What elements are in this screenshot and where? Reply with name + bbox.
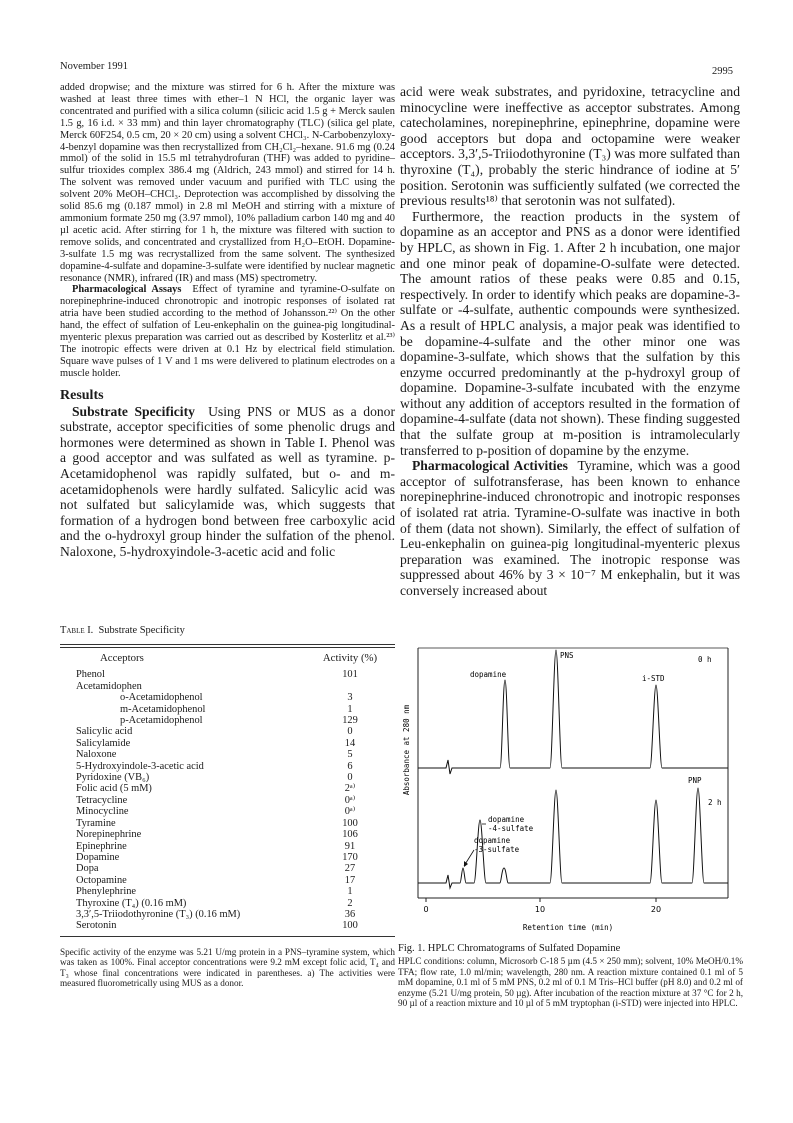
label-pnp: PNP xyxy=(688,776,702,785)
pharmacological-activities-text: Tyramine, which was a good acceptor of sulfotransferase, has been known to enhance norepinephrine-induced chronotropic and inotropic responses of isolated rat atria. Tyramine-O-sulfate was inactive in both of them (data not shown). Similarly, the effect of sulfation of Leu-enkephalin on guinea-pig longitudinal-myenteric plexus preparation was examined. The inotropic response was suppressed about 46% by 3 × 10⁻⁷ M enkephalin, but it was conversely increased about xyxy=(400,458,741,598)
label-dopamine-4-sulfate xyxy=(488,815,534,833)
table-row xyxy=(60,920,395,931)
table-row xyxy=(60,795,395,806)
activity-value-cell: 5 xyxy=(347,749,353,761)
substrate-specificity-heading: Substrate Specificity xyxy=(72,403,195,419)
acceptor-name-cell: Phenylephrine xyxy=(76,886,137,898)
activity-value-cell: 129 xyxy=(342,715,358,727)
x-tick-label-10: 10 xyxy=(534,905,546,914)
acceptor-name-cell: o-Acetamidophenol xyxy=(120,692,203,704)
figure-caption xyxy=(398,943,743,1008)
table-row xyxy=(60,692,395,703)
table-header-row xyxy=(60,648,395,669)
label-d4s-line2: -4-sulfate xyxy=(488,824,534,833)
activity-value-cell xyxy=(305,681,395,692)
results-heading: Results xyxy=(60,387,104,403)
acceptor-name-cell: Phenol xyxy=(76,669,105,681)
left-column xyxy=(60,82,395,560)
activity-value-cell: 27 xyxy=(344,863,356,875)
activity-value-cell: 6 xyxy=(347,760,353,772)
table-body xyxy=(60,669,395,931)
activity-value-cell: 0ᵃ⁾ xyxy=(344,794,356,806)
table-row xyxy=(60,749,395,760)
activity-value-cell: 1 xyxy=(347,886,353,898)
activity-value-cell: 106 xyxy=(342,829,358,841)
label-0h: 0 h xyxy=(698,655,712,664)
pharmacological-activities-paragraph xyxy=(400,458,740,598)
label-dopamine: dopamine xyxy=(470,670,507,679)
page-number: 2995 xyxy=(712,66,733,77)
table-row xyxy=(60,738,395,749)
activity-value-cell: 14 xyxy=(344,737,356,749)
table-row xyxy=(60,909,395,920)
right-column xyxy=(400,84,740,599)
acceptor-name-cell: p-Acetamidophenol xyxy=(120,715,203,727)
acceptor-name-cell: Dopamine xyxy=(76,851,120,863)
table-row xyxy=(60,783,395,794)
acceptor-name-cell: Norepinephrine xyxy=(76,829,142,841)
figure-caption-title: Fig. 1. HPLC Chromatograms of Sulfated Dopamine xyxy=(398,943,621,954)
table-row xyxy=(60,681,395,692)
table-row xyxy=(60,818,395,829)
trace-0h xyxy=(418,650,728,774)
table-row xyxy=(60,829,395,840)
activity-value-cell: 101 xyxy=(342,669,358,681)
substrate-specificity-text: Using PNS or MUS as a donor substrate, acceptor specificities of some phenolic drugs and hormones were determined as shown in Table I. Phenol was a good acceptor and was sulfated as well as tyramine. p-Acetamidophenol was rapidly sulfated, but o- and m-acetamidophenols were hardly sulfated. Salicylic acid was not sulfated but salicylamide was, which suggests that formation of a hydrogen bond between free carboxylic acid and the o-hydroxyl group hinder the sulfation of the phenol. Naloxone, 5-hydroxyindole-3-acetic acid and folic xyxy=(60,403,395,559)
acceptor-name-cell: Epinephrine xyxy=(76,840,127,852)
table-row xyxy=(60,715,395,726)
pharmacological-activities-heading: Pharmacological Activities xyxy=(412,458,568,474)
table-title-text: Substrate Specificity xyxy=(98,625,185,636)
label-d4s-line1: dopamine xyxy=(488,815,525,824)
activity-value-cell: 100 xyxy=(342,920,358,932)
label-pns: PNS xyxy=(560,651,574,660)
activity-value-cell: 0 xyxy=(347,772,353,784)
table-row xyxy=(60,806,395,817)
table-row xyxy=(60,852,395,863)
substrate-specificity-paragraph xyxy=(60,404,395,560)
acceptor-name-cell: 3,3′,5-Triiodothyronine (T₃) (0.16 mM) xyxy=(76,908,241,920)
table-row xyxy=(60,886,395,897)
activity-value-cell: 0ᵃ⁾ xyxy=(344,806,356,818)
table-row xyxy=(60,841,395,852)
table-title xyxy=(60,625,395,636)
acceptor-name-cell: Serotonin xyxy=(76,920,117,932)
table-label: Table I. xyxy=(60,625,94,636)
y-axis-label: Absorbance at 280 nm xyxy=(402,704,411,796)
methods-paragraph: added dropwise; and the mixture was stirred for 6 h. After the mixture was washed at least three times with ether–1 N HCl, the organic layer was concentrated and purified with a silica column (silicic acid 1.5 g + Merck saulen 1.5 g, 16 i.d. × 33 mm) and thin layer chromatography (TLC) (silica gel plate, Merck 60F254, 0.5 cm, 20 × 20 cm) using a solvent CHCl₃. N-Carbobenzyloxy-4-benzyl dopamine was then recrystallized from CH₂Cl₂–hexane. 91.6 mg (0.24 mmol) of the solid in 15.5 ml tetrahydrofuran (THF) was added to pyridine–sulfur trioxides complex 386.4 mg (Aldrich, 243 mmol) and stirred for 14 h. The solvent was removed under vacuum and purified with TLC using the solvent 20% MeOH–CHCl₃. Deprotection was accomplished by dissolving the solid 85.6 mg (0.187 mmol) in 2.8 ml MeOH and stirring with a mixture of ammonium formate 250 mg (3.97 mmol), 10% palladium carbon 140 mg and 40 µl acetic acid. After stirring for 1 h, the mixture was filtered with suction to remove solids, and concentrated and crystallized from H₂O–EtOH. Dopamine-3-sulfate 1.5 mg was recrystallized from the same solvent. The synthesized dopamine-4-sulfate and dopamine-3-sulfate were identified by nuclear magnetic resonance (NMR), infrared (IR) and mass (MS) spectrometry. xyxy=(60,82,395,284)
acceptor-name-cell: m-Acetamidophenol xyxy=(120,703,206,715)
substrate-table xyxy=(60,648,395,932)
acceptor-name-cell: Acetamidophen xyxy=(76,680,142,692)
col-header-acceptors: Acceptors xyxy=(100,652,144,664)
acceptor-name-cell: Minocycline xyxy=(76,806,129,818)
activity-value-cell: 100 xyxy=(342,817,358,829)
table-row xyxy=(60,875,395,886)
x-tick-label-0: 0 xyxy=(423,905,429,914)
table-row xyxy=(60,761,395,772)
trace-2h xyxy=(418,788,728,888)
activity-value-cell: 1 xyxy=(347,703,353,715)
acceptor-name-cell: Tyramine xyxy=(76,817,116,829)
acceptor-name-cell: Salicylamide xyxy=(76,737,131,749)
activity-value-cell: 0 xyxy=(347,726,353,738)
arrowhead-d3s xyxy=(464,861,468,867)
right-paragraph-1: acid were weak substrates, and pyridoxine, tetracycline and minocycline were ineffective as acceptor substrates. Among catecholamines, norepinephrine, epinephrine, dopamine were good acceptors but dopa and octopamine were weaker acceptors. 3,3′,5-Triiodothyronine (T₃) was more sulfated than thyroxine (T₄), probably the steric hindrance of iodine at 5′ position. Serotonin was sufficiently sulfated (we corrected the previous results¹⁸⁾ that serotonin was not sulfated). xyxy=(400,84,740,209)
table-row xyxy=(60,898,395,909)
acceptor-name-cell: Folic acid (5 mM) xyxy=(76,783,152,795)
x-tick-label-20: 20 xyxy=(650,905,662,914)
label-d3s-line2: -3-sulfate xyxy=(474,845,520,854)
acceptor-name-cell: 5-Hydroxyindole-3-acetic acid xyxy=(76,760,204,772)
table-bottom-rule xyxy=(60,936,395,937)
table-substrate-specificity xyxy=(60,625,395,988)
table-row xyxy=(60,772,395,783)
pharmacological-assays-paragraph xyxy=(60,284,395,379)
right-paragraph-2: Furthermore, the reaction products in the system of dopamine as an acceptor and PNS as a donor were identified by HPLC, as shown in Fig. 1. After 2 h incubation, one major and one minor peak of dopamine-O-sulfate were detected. The amount ratios of these peaks were 0.85 and 0.15, respectively. In order to identify which peaks are dopamine-3-sulfate or -4-sulfate, authentic compounds were synthesized. As a result of HPLC analysis, a major peak was identified to be dopamine-4-sulfate and the other minor one was dopamine-3-sulfate, which shows that the sulfation by this enzyme occurred predominantly at the p-hydroxyl group of dopamine. Dopamine-3-sulfate incubated with the enzyme without any addition of acceptors resulted in the formation of dopamine-4-sulfate (data not shown). These finding suggested that the sulfate group at m-position is intramolecularly transferred to p-position of dopamine by the enzyme. xyxy=(400,208,740,458)
figure-caption-body: HPLC conditions: column, Microsorb C-18 5 µm (4.5 × 250 mm); solvent, 10% MeOH/0.1% TFA; flow rate, 1.0 ml/min; wavelength, 280 nm. A reaction mixture contained 0.1 ml of 5 mM dopamine, 0.1 ml of 5 mM PNS, 0.2 ml of 0.1 M Tris–HCl buffer (pH 8.0) and 0.2 ml of enzyme (5.21 U/mg protein, 50 µg). After incubation of the reaction mixture at 37 °C for 2 h, 90 µl of a reaction mixture and 10 µl of 5 mM tryptophan (i-STD) were injected into HPLC. xyxy=(398,956,743,1008)
table-row xyxy=(60,726,395,737)
x-axis-label: Retention time (min) xyxy=(522,923,614,932)
activity-value-cell: 3 xyxy=(347,692,353,704)
label-d3s-line1: dopamine xyxy=(474,836,511,845)
activity-value-cell: 2ᵃ⁾ xyxy=(344,783,356,795)
label-2h: 2 h xyxy=(708,798,722,807)
acceptor-name-cell: Octopamine xyxy=(76,874,127,886)
table-row xyxy=(60,669,395,680)
acceptor-name-cell: Salicylic acid xyxy=(76,726,133,738)
table-top-rule xyxy=(60,644,395,645)
pharmacological-assays-heading: Pharmacological Assays xyxy=(72,284,182,296)
hplc-chromatogram-figure xyxy=(398,640,743,940)
activity-value-cell: 17 xyxy=(344,874,356,886)
pharmacological-assays-text: Effect of tyramine and tyramine-O-sulfate on norepinephrine-induced chronotropic and inotropic responses of isolated rat atria have been studied according to the method of Johansson.²²⁾ On the other hand, the effect of sulfation of Leu-enkephalin on the guinea-pig longitudinal-myenteric plexus preparation was carried out as described by Kosterlitz et al.²³⁾ The inotropic effects were driven at 0.1 Hz by electrical field stimulation. Square wave pulses of 1 V and 1 ms were delivered to platinum electrodes on a muscle holder. xyxy=(60,284,395,379)
table-row xyxy=(60,704,395,715)
label-istd: i-STD xyxy=(642,674,665,683)
acceptor-name-cell: Dopa xyxy=(76,863,99,875)
acceptor-name-cell: Tetracycline xyxy=(76,794,128,806)
table-row xyxy=(60,863,395,874)
label-dopamine-3-sulfate xyxy=(474,836,520,854)
activity-value-cell: 36 xyxy=(344,908,356,920)
activity-value-cell: 91 xyxy=(344,840,356,852)
col-header-activity: Activity (%) xyxy=(322,652,378,664)
acceptor-name-cell: Thyroxine (T₄) (0.16 mM) xyxy=(76,897,187,909)
table-footnote: Specific activity of the enzyme was 5.21 U/mg protein in a PNS–tyramine system, which was taken as 100%. Final acceptor concentrations were 9.2 mM except folic acid, T₄ and T₃ whose final concentrations were indicated in parentheses. a) The activities were measured fluorometrically using MUS as a donor. xyxy=(60,946,395,988)
acceptor-name-cell: Naloxone xyxy=(76,749,117,761)
activity-value-cell: 170 xyxy=(342,851,358,863)
activity-value-cell: 2 xyxy=(347,897,353,909)
running-header-date: November 1991 xyxy=(60,61,128,72)
acceptor-name-cell: Pyridoxine (VB₆) xyxy=(76,772,150,784)
